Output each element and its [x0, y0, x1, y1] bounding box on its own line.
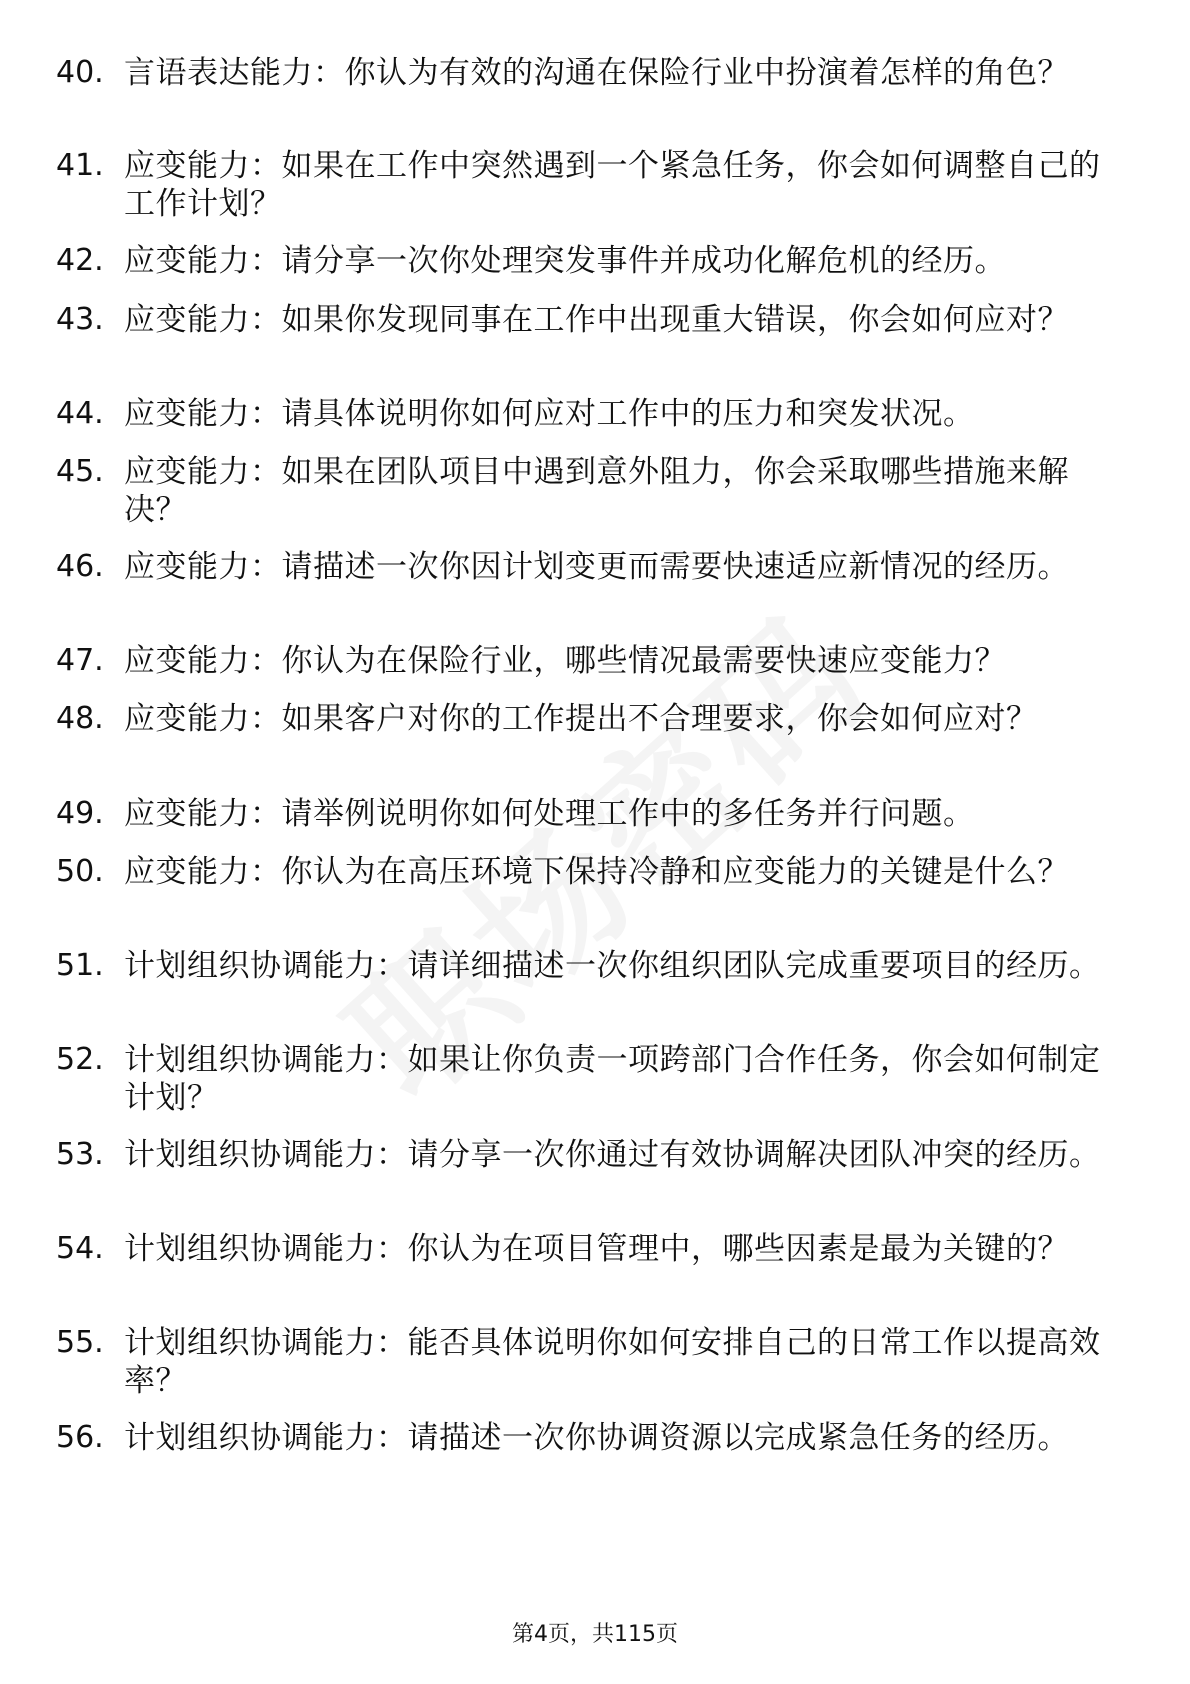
question-number: 41.: [56, 148, 104, 183]
question-text: 计划组织协调能力：如果让你负责一项跨部门合作任务，你会如何制定计划？: [124, 1042, 1101, 1116]
question-number: 42.: [56, 243, 104, 278]
question-number: 56.: [56, 1420, 104, 1455]
question-text: 应变能力：如果在团队项目中遇到意外阻力，你会采取哪些措施来解决？: [124, 454, 1069, 528]
question-text: 应变能力：请具体说明你如何应对工作中的压力和突发状况。: [124, 396, 975, 432]
question-number: 50.: [56, 854, 104, 889]
question-number: 48.: [56, 701, 104, 736]
question-number: 54.: [56, 1231, 104, 1266]
question-number: 53.: [56, 1137, 104, 1172]
question-text: 应变能力：请分享一次你处理突发事件并成功化解危机的经历。: [124, 243, 1006, 279]
question-text: 应变能力：你认为在高压环境下保持冷静和应变能力的关键是什么？: [124, 854, 1069, 890]
question-number: 46.: [56, 549, 104, 584]
question-number: 40.: [56, 55, 104, 90]
question-text: 计划组织协调能力：你认为在项目管理中，哪些因素是最为关键的？: [124, 1231, 1069, 1267]
question-text: 应变能力：如果客户对你的工作提出不合理要求，你会如何应对？: [124, 701, 1038, 737]
question-text: 应变能力：如果你发现同事在工作中出现重大错误，你会如何应对？: [124, 302, 1069, 338]
question-number: 51.: [56, 948, 104, 983]
question-text: 计划组织协调能力：请分享一次你通过有效协调解决团队冲突的经历。: [124, 1137, 1101, 1173]
question-text: 计划组织协调能力：请描述一次你协调资源以完成紧急任务的经历。: [124, 1420, 1069, 1456]
page-footer: 第4页，共115页: [512, 1622, 678, 1647]
question-number: 44.: [56, 396, 104, 431]
question-text: 计划组织协调能力：请详细描述一次你组织团队完成重要项目的经历。: [124, 948, 1101, 984]
question-number: 45.: [56, 454, 104, 489]
question-text: 计划组织协调能力：能否具体说明你如何安排自己的日常工作以提高效率？: [124, 1325, 1101, 1399]
question-number: 49.: [56, 796, 104, 831]
question-text: 应变能力：如果在工作中突然遇到一个紧急任务，你会如何调整自己的工作计划？: [124, 148, 1101, 222]
question-text: 应变能力：请举例说明你如何处理工作中的多任务并行问题。: [124, 796, 975, 832]
question-number: 47.: [56, 643, 104, 678]
question-text: 应变能力：请描述一次你因计划变更而需要快速适应新情况的经历。: [124, 549, 1069, 585]
question-number: 55.: [56, 1325, 104, 1360]
question-text: 言语表达能力：你认为有效的沟通在保险行业中扮演着怎样的角色？: [124, 55, 1069, 91]
question-number: 43.: [56, 302, 104, 337]
question-text: 应变能力：你认为在保险行业，哪些情况最需要快速应变能力？: [124, 643, 1006, 679]
question-number: 52.: [56, 1042, 104, 1077]
